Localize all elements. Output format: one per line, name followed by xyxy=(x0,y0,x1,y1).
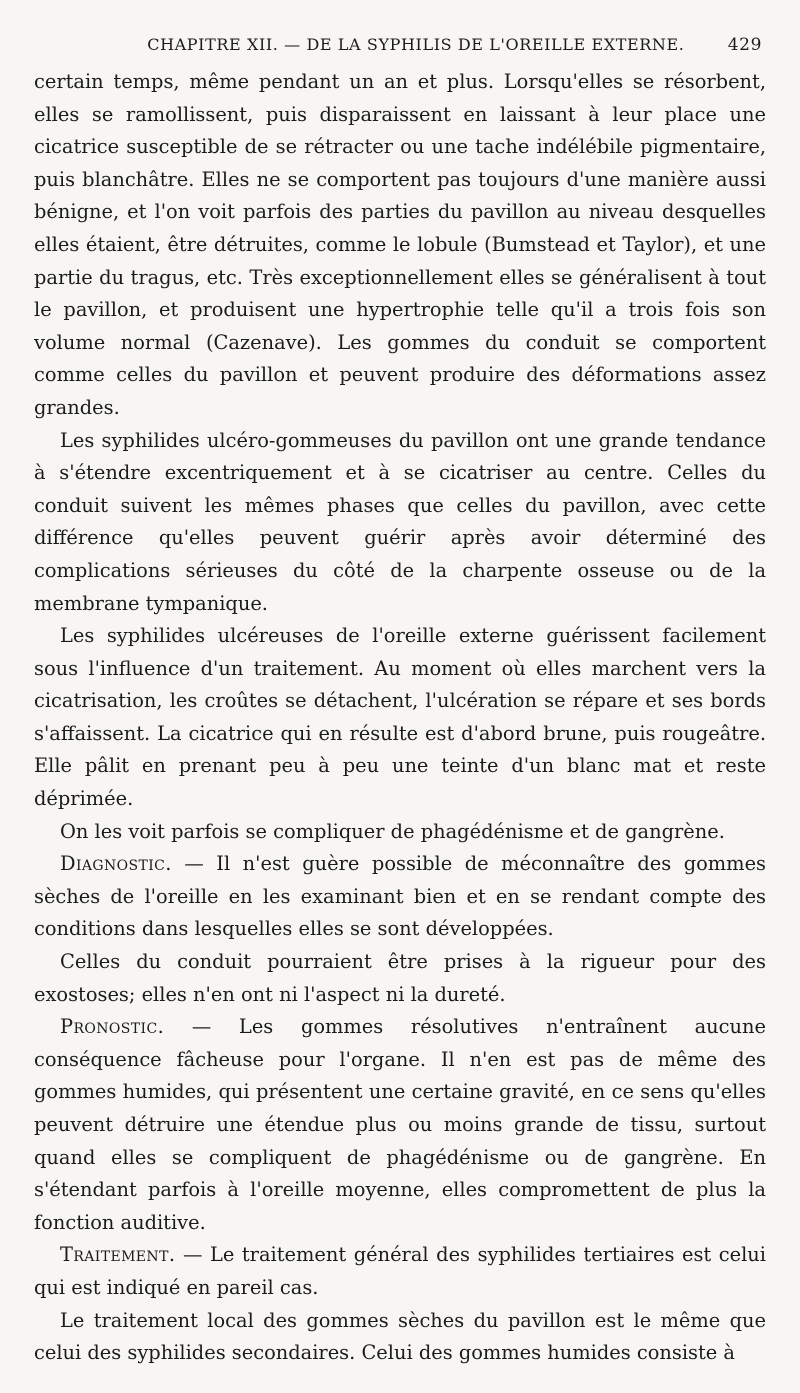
running-header xyxy=(34,28,766,62)
paragraph-text: — Il n'est guère possible de méconnaître des gommes sèches de l'oreille en les examinant bien et en se rendant compte des conditions dans lesquelles elles se sont développées. xyxy=(34,852,766,941)
paragraph-text: Le traitement local des gommes sèches du pavillon est le même que celui des syphilides secondaires. Celui des gommes humides consiste à xyxy=(34,1308,766,1365)
paragraph xyxy=(34,816,766,849)
section-heading-pronostic: Pronostic. xyxy=(60,1015,165,1039)
paragraph-text: — Les gommes résolutives n'entraînent aucune conséquence fâcheuse pour l'organe. Il n'en est pas de même des gommes humides, qui présentent une certaine gravité, en ce sens qu'elles peuvent détruire une étendue plus ou moins grande de tissu, surtout quand elles se compliquent de phagédénisme ou de gangrène. En s'étendant parfois à l'oreille moyenne, elles compromettent de plus la fonction auditive. xyxy=(34,1015,766,1234)
paragraph-continued xyxy=(34,66,766,425)
paragraph-text: Les syphilides ulcéro-gommeuses du pavillon ont une grande tendance à s'étendre excentriquement et à se cicatriser au centre. Celles du conduit suivent les mêmes phases que celles du pavillon, avec cette différence qu'elles peuvent guérir après avoir déterminé des complications sérieuses du côté de la charpente osseuse ou de la membrane tympanique. xyxy=(34,428,766,615)
page-number: 429 xyxy=(727,35,762,55)
paragraph xyxy=(34,425,766,621)
paragraph-text: — Le traitement général des syphilides tertiaires est celui qui est indiqué en pareil cas. xyxy=(34,1243,766,1299)
chapter-title: CHAPITRE XII. — DE LA SYPHILIS DE L'OREILLE EXTERNE. xyxy=(147,35,685,54)
body-text xyxy=(34,66,766,1370)
paragraph xyxy=(34,620,766,816)
paragraph-diagnostic xyxy=(34,848,766,946)
paragraph xyxy=(34,1305,766,1370)
section-heading-traitement: Traitement. xyxy=(60,1243,176,1267)
paragraph-text: Celles du conduit pourraient être prises à la rigueur pour des exostoses; elles n'en ont ni l'aspect ni la dureté. xyxy=(34,950,766,1006)
paragraph-pronostic xyxy=(34,1011,766,1239)
paragraph-text: Les syphilides ulcéreuses de l'oreille externe guérissent facilement sous l'influence d'un traitement. Au moment où elles marchent vers la cicatrisation, les croûtes se détachent, l'ulcération se répare et ses bords s'affaissent. La cicatrice qui en résulte est d'abord brune, puis rougeâtre. Elle pâlit en prenant peu à peu une teinte d'un blanc mat et reste déprimée. xyxy=(34,624,766,811)
section-heading-diagnostic: Diagnostic. xyxy=(60,852,172,876)
paragraph-traitement xyxy=(34,1239,766,1304)
paragraph-text: On les voit parfois se compliquer de phagédénisme et de gangrène. xyxy=(60,819,725,843)
paragraph xyxy=(34,946,766,1011)
paragraph-text: certain temps, même pendant un an et plus. Lorsqu'elles se résorbent, elles se ramollissent, puis disparaissent en laissant à leur place une cicatrice susceptible de se rétracter ou une tache indélébile pigmentaire, puis blanchâtre. Elles ne se comportent pas toujours d'une manière aussi bénigne, et l'on voit parfois des parties du pavillon au niveau desquelles elles étaient, être détruites, comme le lobule (Bumstead et Taylor), et une partie du tragus, etc. Très exceptionnellement elles se généralisent à tout le pavillon, et produisent une hypertrophie telle qu'il a trois fois son volume normal (Cazenave). Les gommes du conduit se comportent comme celles du pavillon et peuvent produire des déformations assez grandes. xyxy=(34,70,766,419)
